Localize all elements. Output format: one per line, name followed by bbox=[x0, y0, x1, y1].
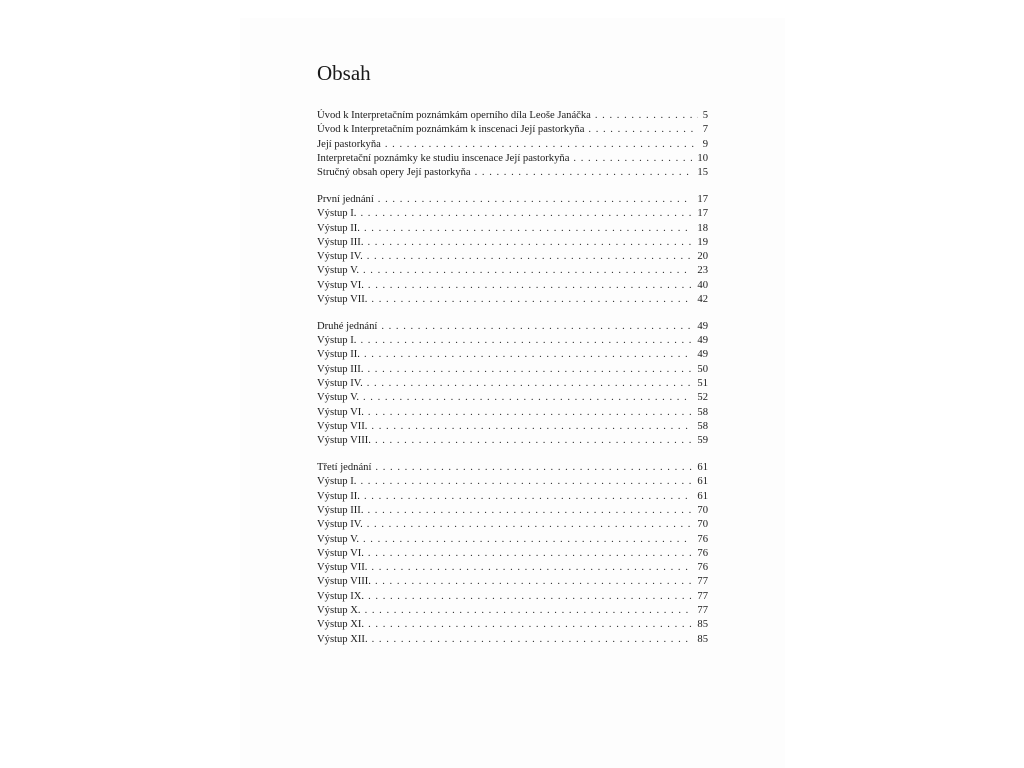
dot-leader bbox=[356, 334, 692, 348]
dot-leader bbox=[363, 250, 693, 264]
toc-entry[interactable] bbox=[317, 575, 708, 589]
toc-entry-label: Výstup I. bbox=[317, 208, 357, 220]
toc-entry-page-number: 70 bbox=[697, 504, 708, 516]
dot-leader bbox=[359, 264, 692, 278]
toc-entry[interactable] bbox=[317, 633, 708, 647]
toc-entry-page-number: 59 bbox=[697, 435, 708, 447]
toc-entry-page-number: 76 bbox=[697, 533, 708, 545]
toc-entry[interactable] bbox=[317, 363, 708, 377]
toc-entry-label: Úvod k Interpretačním poznámkám operního díla Leoše Janáčka bbox=[317, 110, 591, 121]
toc-entry-page-number: 76 bbox=[697, 562, 708, 574]
toc-entry-label: Druhé jednání bbox=[317, 320, 378, 332]
toc-entry-page-number: 40 bbox=[697, 279, 708, 291]
toc-entry[interactable] bbox=[317, 377, 708, 391]
toc-entry-page-number: 19 bbox=[697, 236, 708, 248]
dot-leader bbox=[364, 236, 693, 250]
dot-leader bbox=[364, 618, 692, 632]
toc-entry-label: Výstup I. bbox=[317, 335, 357, 347]
toc-entry-label: Výstup VII. bbox=[317, 420, 368, 432]
table-of-contents bbox=[317, 109, 708, 659]
toc-entry-label: Výstup III. bbox=[317, 363, 364, 375]
toc-entry-label: Výstup IV. bbox=[317, 378, 363, 390]
toc-entry-page-number: 49 bbox=[697, 320, 708, 332]
toc-entry[interactable] bbox=[317, 533, 708, 547]
dot-leader bbox=[367, 420, 692, 434]
toc-entry-page-number: 7 bbox=[702, 124, 708, 136]
toc-entry-page-number: 58 bbox=[697, 420, 708, 432]
toc-entry-label: Výstup II. bbox=[317, 490, 360, 502]
toc-entry-label: Výstup VI. bbox=[317, 547, 364, 559]
toc-entry-label: Výstup IV. bbox=[317, 251, 363, 263]
toc-entry[interactable] bbox=[317, 504, 708, 518]
toc-entry-page-number: 42 bbox=[697, 294, 708, 306]
toc-entry[interactable] bbox=[317, 604, 708, 618]
toc-entry-page-number: 58 bbox=[697, 406, 708, 418]
toc-entry[interactable] bbox=[317, 109, 708, 123]
toc-entry[interactable] bbox=[317, 547, 708, 561]
dot-leader bbox=[361, 604, 693, 618]
dot-leader bbox=[356, 207, 692, 221]
toc-entry[interactable] bbox=[317, 518, 708, 532]
toc-entry-page-number: 61 bbox=[697, 462, 708, 474]
dot-leader bbox=[377, 320, 692, 334]
dot-leader bbox=[569, 152, 692, 166]
toc-entry-page-number: 17 bbox=[697, 193, 708, 205]
page-title: Obsah bbox=[317, 61, 371, 85]
toc-entry-label: Výstup VI. bbox=[317, 406, 364, 418]
toc-entry-label: Interpretační poznámky ke studiu inscenace Její pastorkyňa bbox=[317, 152, 570, 164]
toc-entry[interactable] bbox=[317, 406, 708, 420]
toc-entry-label: Výstup VIII. bbox=[317, 576, 371, 588]
toc-entry[interactable] bbox=[317, 561, 708, 575]
toc-entry[interactable] bbox=[317, 264, 708, 278]
toc-entry-page-number: 10 bbox=[697, 152, 708, 164]
toc-entry[interactable] bbox=[317, 334, 708, 348]
dot-leader bbox=[359, 533, 692, 547]
toc-entry-label: Výstup IV. bbox=[317, 519, 363, 531]
toc-group bbox=[317, 320, 708, 449]
toc-entry[interactable] bbox=[317, 236, 708, 250]
toc-entry[interactable] bbox=[317, 590, 708, 604]
toc-entry-page-number: 51 bbox=[697, 378, 708, 390]
dot-leader bbox=[367, 561, 692, 575]
toc-entry-label: Výstup III. bbox=[317, 236, 364, 248]
dot-leader bbox=[356, 475, 692, 489]
toc-entry-label: Třetí jednání bbox=[317, 462, 372, 474]
toc-entry[interactable] bbox=[317, 222, 708, 236]
toc-entry-label: Výstup VI. bbox=[317, 279, 364, 291]
toc-entry[interactable] bbox=[317, 618, 708, 632]
toc-entry-label: Výstup V. bbox=[317, 533, 359, 545]
toc-entry-label: Výstup VIII. bbox=[317, 435, 371, 447]
dot-leader bbox=[364, 363, 693, 377]
toc-entry[interactable] bbox=[317, 420, 708, 434]
dot-leader bbox=[368, 633, 693, 647]
toc-entry-label: Výstup II. bbox=[317, 222, 360, 234]
toc-entry[interactable] bbox=[317, 207, 708, 221]
toc-entry-page-number: 61 bbox=[697, 490, 708, 502]
dot-leader bbox=[363, 377, 693, 391]
toc-entry[interactable] bbox=[317, 250, 708, 264]
dot-leader bbox=[360, 222, 692, 236]
toc-entry-label: Výstup III. bbox=[317, 504, 364, 516]
toc-entry[interactable] bbox=[317, 193, 708, 207]
toc-entry-label: Výstup II. bbox=[317, 349, 360, 361]
toc-entry[interactable] bbox=[317, 320, 708, 334]
toc-entry-label: Výstup XI. bbox=[317, 619, 365, 631]
dot-leader bbox=[360, 348, 692, 362]
dot-leader bbox=[591, 109, 698, 123]
toc-entry-label: Výstup I. bbox=[317, 476, 357, 488]
toc-entry-label: První jednání bbox=[317, 193, 374, 205]
toc-entry-page-number: 61 bbox=[697, 476, 708, 488]
toc-entry[interactable] bbox=[317, 152, 708, 166]
toc-entry[interactable] bbox=[317, 166, 708, 180]
toc-entry-label: Výstup VII. bbox=[317, 562, 368, 574]
toc-entry-label: Její pastorkyňa bbox=[317, 138, 381, 150]
toc-entry-page-number: 15 bbox=[697, 167, 708, 179]
dot-leader bbox=[371, 434, 692, 448]
dot-leader bbox=[364, 547, 693, 561]
toc-entry[interactable] bbox=[317, 348, 708, 362]
toc-entry-page-number: 85 bbox=[697, 633, 708, 645]
dot-leader bbox=[364, 279, 693, 293]
toc-entry[interactable] bbox=[317, 461, 708, 475]
toc-entry-label: Výstup VII. bbox=[317, 294, 368, 306]
toc-entry-page-number: 18 bbox=[697, 222, 708, 234]
toc-entry-page-number: 5 bbox=[702, 110, 708, 121]
toc-entry-label: Výstup X. bbox=[317, 605, 361, 616]
toc-entry-page-number: 17 bbox=[697, 208, 708, 220]
toc-entry-page-number: 20 bbox=[697, 251, 708, 263]
toc-entry[interactable] bbox=[317, 434, 708, 448]
toc-group bbox=[317, 109, 708, 180]
dot-leader bbox=[371, 575, 692, 589]
dot-leader bbox=[374, 193, 693, 207]
toc-entry-label: Výstup XII. bbox=[317, 633, 368, 645]
toc-entry[interactable] bbox=[317, 391, 708, 405]
toc-entry-label: Úvod k Interpretačním poznámkám k inscenaci Její pastorkyňa bbox=[317, 124, 585, 136]
dot-leader bbox=[367, 293, 692, 307]
toc-entry-page-number: 9 bbox=[702, 138, 708, 150]
dot-leader bbox=[364, 590, 692, 604]
toc-entry-page-number: 49 bbox=[697, 335, 708, 347]
dot-leader bbox=[381, 138, 698, 152]
toc-entry-page-number: 49 bbox=[697, 349, 708, 361]
dot-leader bbox=[363, 518, 693, 532]
toc-entry[interactable] bbox=[317, 138, 708, 152]
dot-leader bbox=[471, 166, 693, 180]
toc-entry-page-number: 52 bbox=[697, 392, 708, 404]
dot-leader bbox=[359, 391, 692, 405]
toc-entry-page-number: 70 bbox=[697, 519, 708, 531]
toc-entry-page-number: 23 bbox=[697, 265, 708, 277]
toc-entry-label: Stručný obsah opery Její pastorkyňa bbox=[317, 167, 471, 179]
toc-entry[interactable] bbox=[317, 279, 708, 293]
dot-leader bbox=[584, 123, 697, 137]
dot-leader bbox=[364, 406, 693, 420]
toc-group bbox=[317, 193, 708, 307]
toc-entry[interactable] bbox=[317, 293, 708, 307]
dot-leader bbox=[364, 504, 693, 518]
toc-entry[interactable] bbox=[317, 490, 708, 504]
toc-entry-page-number: 77 bbox=[697, 590, 708, 602]
toc-entry-label: Výstup V. bbox=[317, 392, 359, 404]
toc-entry-label: Výstup V. bbox=[317, 265, 359, 277]
toc-entry-page-number: 77 bbox=[697, 605, 708, 616]
toc-entry[interactable] bbox=[317, 475, 708, 489]
toc-entry[interactable] bbox=[317, 123, 708, 137]
toc-entry-page-number: 50 bbox=[697, 363, 708, 375]
toc-group bbox=[317, 461, 708, 647]
dot-leader bbox=[371, 461, 692, 475]
toc-entry-page-number: 77 bbox=[697, 576, 708, 588]
toc-entry-label: Výstup IX. bbox=[317, 590, 365, 602]
toc-entry-page-number: 76 bbox=[697, 547, 708, 559]
dot-leader bbox=[360, 490, 692, 504]
toc-entry-page-number: 85 bbox=[697, 619, 708, 631]
